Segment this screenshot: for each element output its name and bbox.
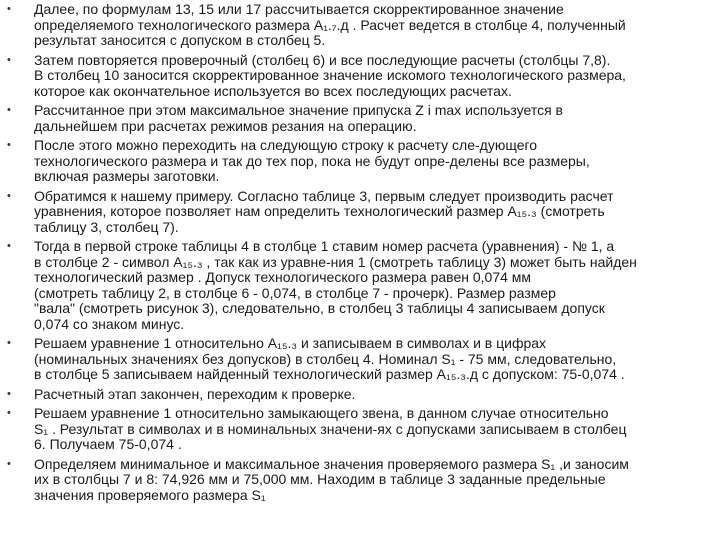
text-line: технологического размера и так до тех пор, пока не будут опре-делены все размеры,	[34, 152, 590, 169]
text-line: • Обратимся к нашему примеру. Согласно таблице 3, первым следует производить расчет	[34, 187, 614, 204]
text-line: • После этого можно переходить на следующую строку к расчету сле-дующего	[34, 137, 538, 153]
text-line: • Определяем минимальное и максимальное значения проверяемого размера S₁ ,и заносим	[34, 455, 629, 472]
text-line: • Решаем уравнение 1 относительно A₁₅.₃ и записываем в символах и в цифрах	[34, 335, 547, 351]
list-item	[0, 239, 720, 336]
text-line: • Решаем уравнение 1 относительно замыкающего звена, в данном случае относительно	[34, 405, 609, 421]
text-line: 6. Получаем 75-0,074 .	[34, 436, 182, 452]
text-line: • Тогда в первой строке таблицы 4 в столбце 1 ставим номер расчета (уравнения) - № 1, а	[34, 238, 615, 254]
list-item	[0, 336, 720, 387]
text-line: их в столбцы 7 и 8: 74,926 мм и 75,000 мм. Находим в таблице 3 заданные предельные	[34, 471, 606, 487]
text-line: (номинальных значениях без допусков) в столбец 4. Номинал S₁ - 75 мм, следовательно,	[34, 350, 617, 367]
list-item	[0, 2, 720, 53]
list-item	[0, 53, 720, 104]
list-item	[0, 387, 720, 407]
text-line: таблицу 3, столбец 7).	[34, 218, 179, 235]
text-line: • Расчетный этап закончен, переходим к проверке.	[34, 385, 356, 402]
text-line: 0,074 со знаком минус.	[34, 315, 185, 332]
text-line: включая размеры заготовки.	[34, 168, 220, 184]
text-line: уравнения, которое позволяет нам определить технологический размер A₁₅.₃ (смотреть	[34, 203, 605, 219]
list-item	[0, 138, 720, 189]
text-line: в столбце 2 - символ A₁₅.₃ , так как из уравне-ния 1 (смотреть таблицу 3) может быть найден	[34, 253, 637, 270]
text-line: • Рассчитанное при этом максимальное значение припуска Z i max используется в	[34, 102, 563, 118]
text-line: значения проверяемого размера S₁	[34, 486, 266, 503]
list-item	[0, 457, 720, 504]
text-line: S₁ . Результат в символах и в номинальных значени-ях с допусками записываем в столбец	[34, 420, 627, 437]
text-line: • Далее, по формулам 13, 15 или 17 рассчитывается скорректированное значение	[34, 1, 564, 17]
text-line: (смотреть таблицу 2, в столбце 6 - 0,074, в столбце 7 - прочерк). Размер размер	[34, 284, 556, 301]
text-line: технологический размер . Допуск технологического размера равен 0,074 мм	[34, 269, 532, 285]
list-item	[0, 103, 720, 138]
text-line: В столбец 10 заносится скорректированное значение искомого технологического размера,	[34, 67, 626, 83]
bullet-list	[0, 2, 720, 503]
text-line: в столбце 5 записываем найденный технологический размер A₁₅.₃.д с допуском: 75-0,074 .	[34, 366, 625, 382]
text-line: "вала" (смотреть рисунок 3), следовательно, в столбец 3 таблицы 4 записываем допуск	[34, 300, 605, 316]
text-line: • Затем повторяется проверочный (столбец 6) и все последующие расчеты (столбцы 7,8).	[34, 51, 611, 68]
text-line: дальнейшем при расчетах режимов резания на операцию.	[34, 117, 417, 134]
text-line: результат заносится с допуском в столбец 5.	[34, 32, 326, 48]
text-line: определяемого технологического размера A₁.₇.д . Расчет ведется в столбце 4, полученный	[34, 16, 626, 33]
list-item	[0, 189, 720, 240]
text-line: которое как окончательное используется во всех последующих расчетах.	[34, 82, 512, 99]
list-item	[0, 406, 720, 457]
